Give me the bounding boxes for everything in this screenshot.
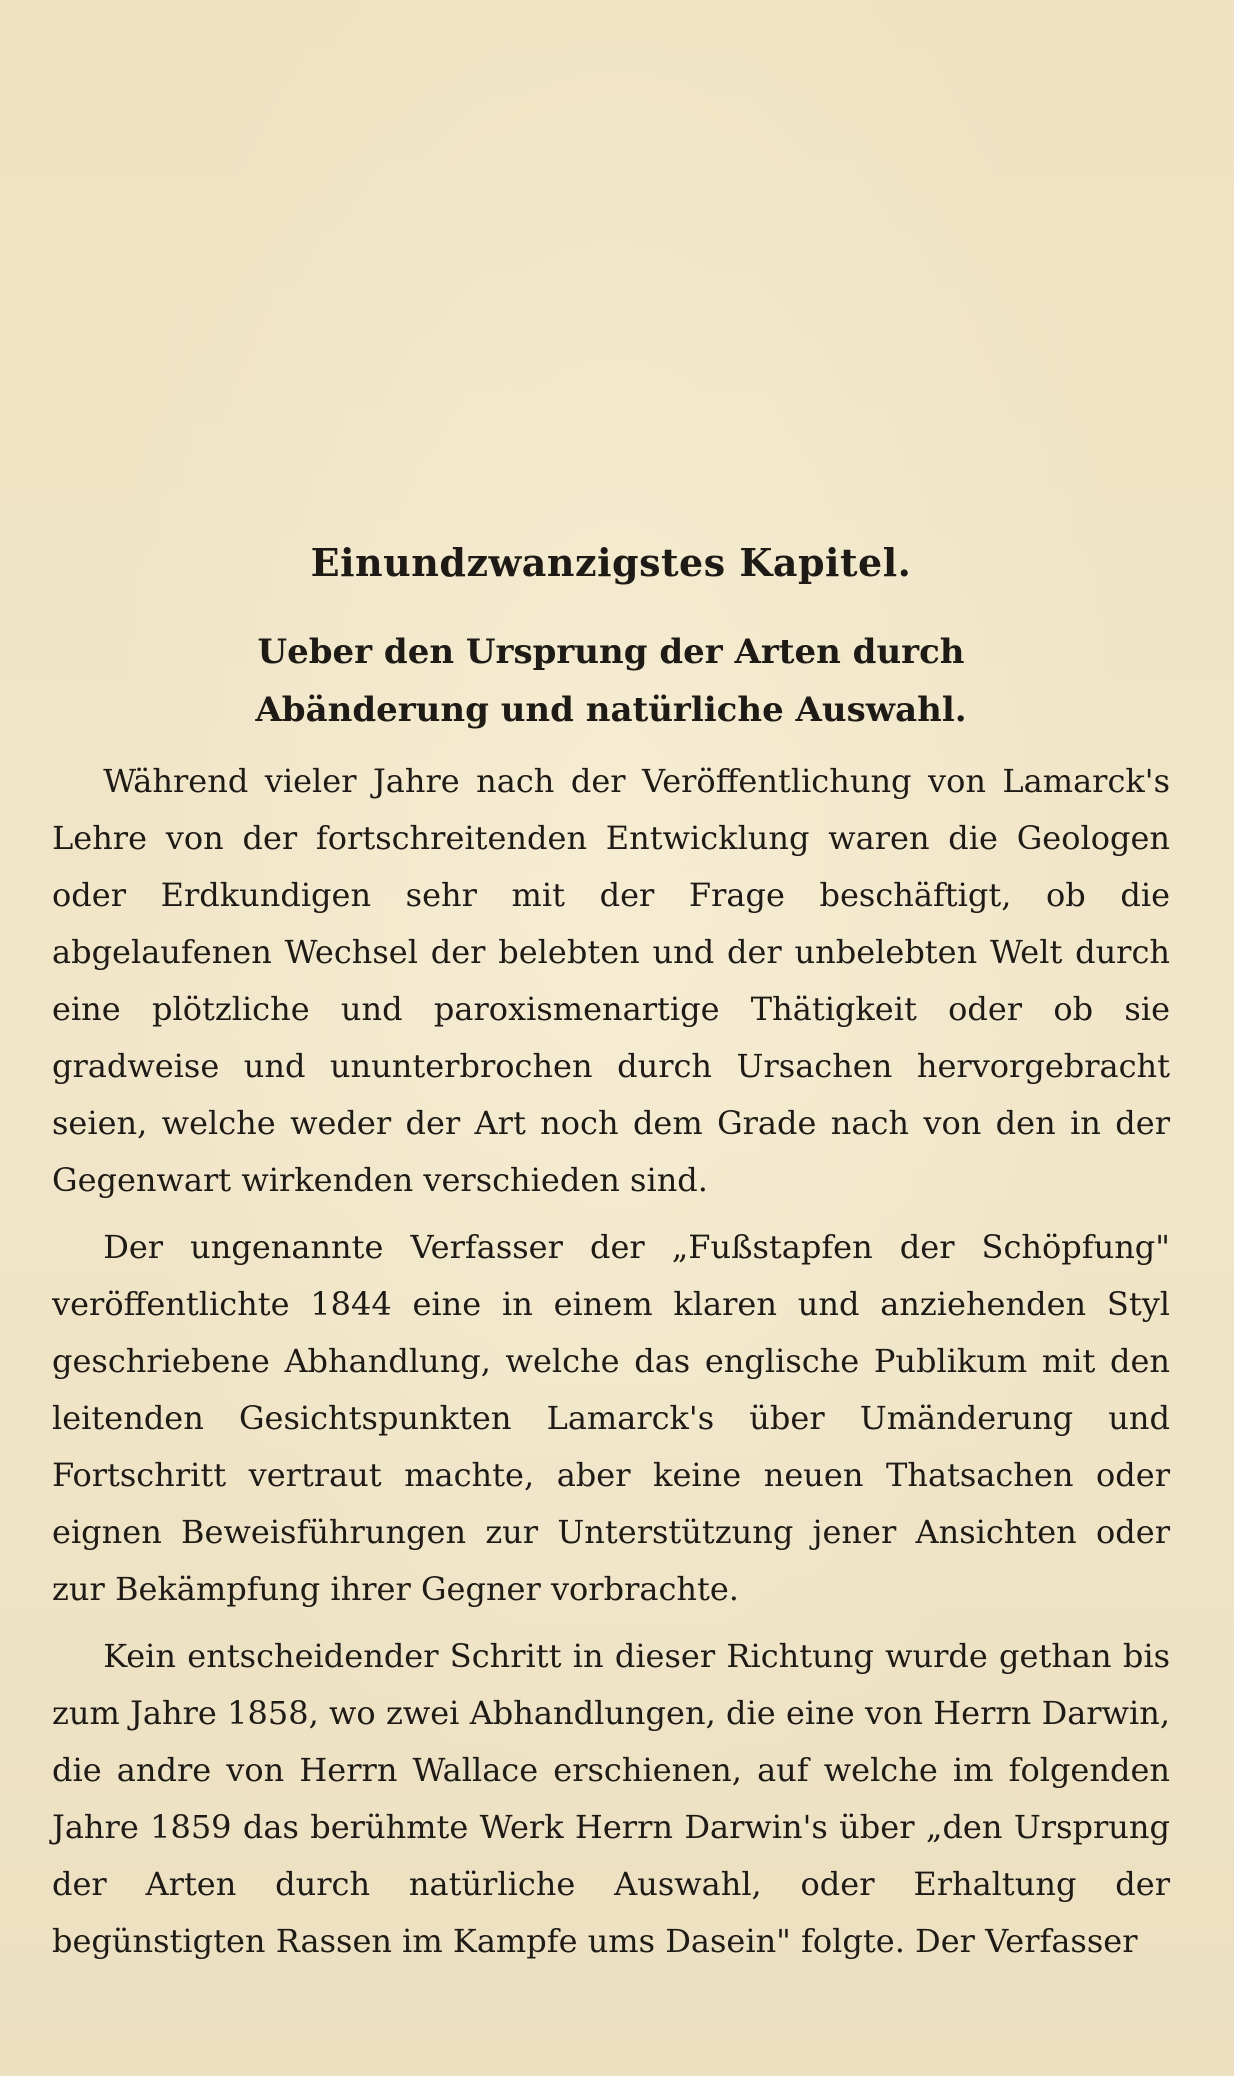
- paragraph-1: Während vieler Jahre nach der Veröffentlichung von Lamarck's Lehre von der fortschreitenden Entwicklung waren die Geologen oder Erdkundigen sehr mit der Frage beschäftigt, ob die abgelaufenen Wechsel der belebten und der unbelebten Welt durch eine plötzliche und paroxismenartige Thätigkeit oder ob sie gradweise und ununterbrochen durch Ursachen hervorgebracht seien, welche weder der Art noch dem Grade nach von den in der Gegenwart wirkenden verschieden sind.: [52, 762, 1170, 1199]
- paragraph-2: Der ungenannte Verfasser der „Fußstapfen der Schöpfung" veröffentlichte 1844 eine in einem klaren und anziehenden Styl geschriebene Abhandlung, welche das englische Publikum mit den leitenden Gesichtspunkten Lamarck's über Umänderung und Fortschritt vertraut machte, aber keine neuen Thatsachen oder eignen Beweisführungen zur Unterstützung jener Ansichten oder zur Bekämpfung ihrer Gegner vorbrachte.: [52, 1228, 1170, 1608]
- paragraph-3: Kein entscheidender Schritt in dieser Richtung wurde gethan bis zum Jahre 1858, wo zwei Abhandlungen, die eine von Herrn Darwin, die andre von Herrn Wallace erschienen, auf welche im folgenden Jahre 1859 das berühmte Werk Herrn Darwin's über „den Ursprung der Arten durch natürliche Auswahl, oder Erhaltung der begünstigten Rassen im Kampfe ums Dasein" folgte. Der Verfasser: [52, 1637, 1170, 1960]
- chapter-title: Einundzwanzigstes Kapitel.: [310, 540, 912, 585]
- chapter-subtitle: Ueber den Ursprung der Arten durch Abänderung und natürliche Auswahl.: [255, 632, 967, 730]
- page-content: [52, 540, 1170, 1980]
